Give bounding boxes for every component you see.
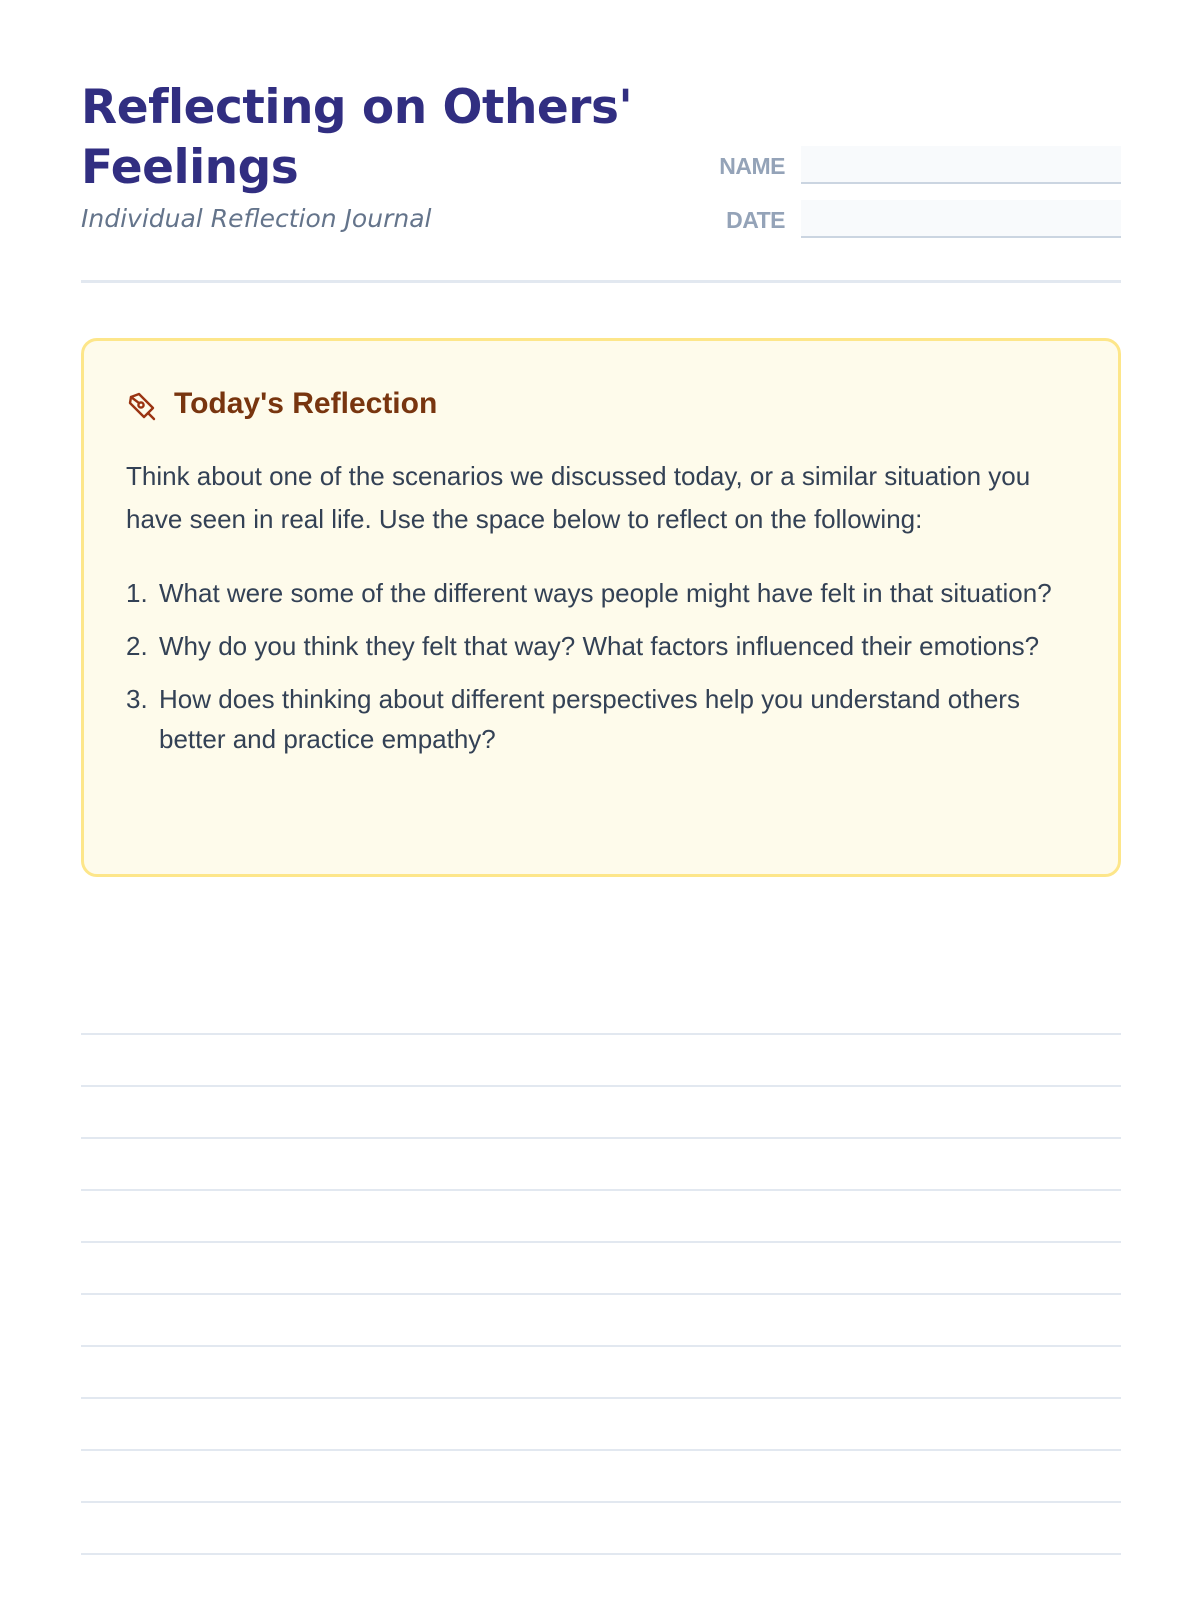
reflection-prompt-box — [81, 338, 1121, 877]
question-item — [126, 573, 1066, 613]
worksheet-header — [81, 78, 1121, 248]
writing-line[interactable] — [81, 1501, 1121, 1553]
writing-line[interactable] — [81, 1085, 1121, 1137]
writing-area[interactable] — [81, 1033, 1121, 1605]
question-item — [126, 626, 1066, 666]
question-text: How does thinking about different perspectives help you understand others better and practice empathy? — [159, 684, 1020, 754]
name-field[interactable] — [801, 146, 1121, 184]
writing-line[interactable] — [81, 1553, 1121, 1605]
writing-line[interactable] — [81, 1345, 1121, 1397]
date-field-row — [701, 200, 1121, 240]
reflection-heading-text: Today's Reflection — [174, 387, 438, 420]
page-title: Reflecting on Others' Feelings — [81, 80, 633, 195]
writing-line[interactable] — [81, 1137, 1121, 1189]
reflection-intro: Think about one of the scenarios we discussed today, or a similar situation you have seen in real life. Use the space below to reflect on the following: — [126, 461, 1031, 534]
question-number: 3. — [126, 684, 148, 714]
name-field-row — [701, 146, 1121, 186]
reflection-questions — [126, 573, 1066, 772]
writing-line[interactable] — [81, 1033, 1121, 1085]
writing-line[interactable] — [81, 1293, 1121, 1345]
question-text: What were some of the different ways people might have felt in that situation? — [159, 578, 1052, 608]
writing-line[interactable] — [81, 1397, 1121, 1449]
question-item — [126, 679, 1066, 759]
writing-line[interactable] — [81, 1241, 1121, 1293]
question-number: 2. — [126, 631, 148, 661]
worksheet-page — [81, 0, 1121, 1600]
date-field[interactable] — [801, 200, 1121, 238]
question-number: 1. — [126, 578, 148, 608]
pen-nib-icon — [126, 390, 158, 422]
date-label: DATE — [726, 207, 785, 233]
header-divider — [81, 280, 1121, 283]
name-label: NAME — [719, 153, 785, 179]
writing-line[interactable] — [81, 1189, 1121, 1241]
question-text: Why do you think they felt that way? What factors influenced their emotions? — [159, 631, 1040, 661]
writing-line[interactable] — [81, 1449, 1121, 1501]
page-subtitle: Individual Reflection Journal — [81, 204, 432, 233]
